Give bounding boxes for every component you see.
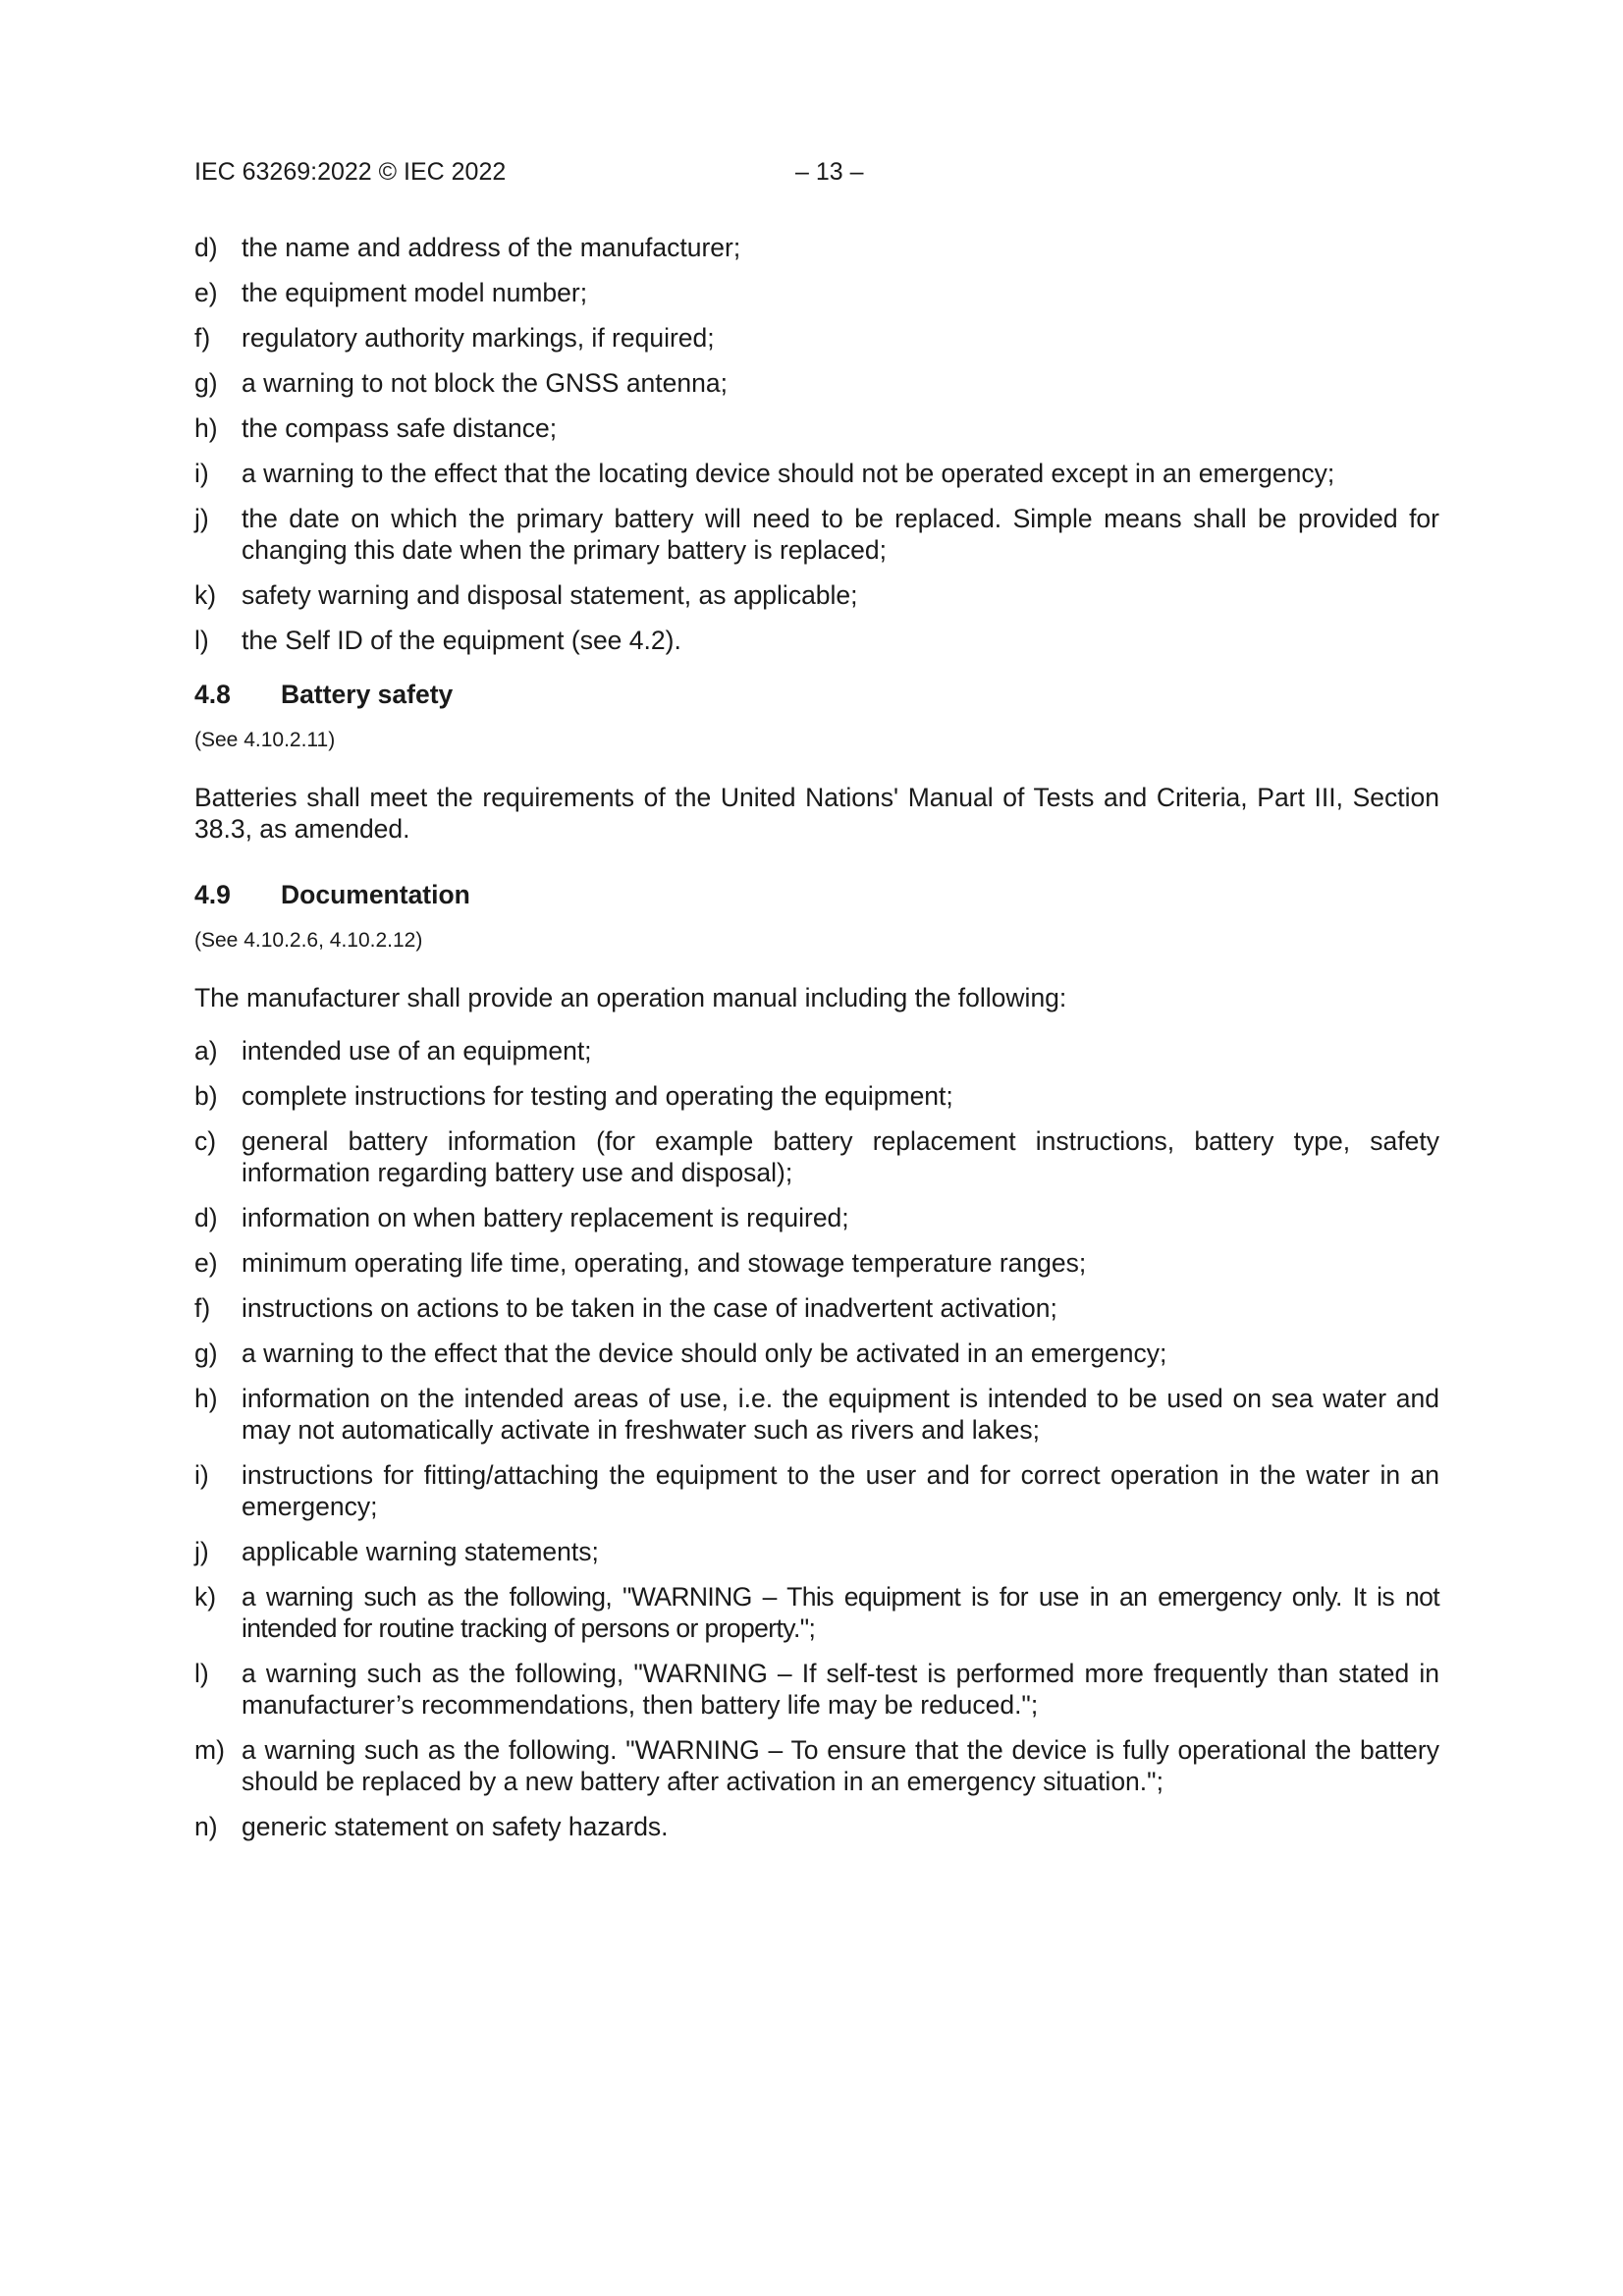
list-item-text: a warning such as the following, "WARNING – If self-test is performed more frequently than stated in manufacturer’s recommendations, then battery life may be reduced."; xyxy=(242,1659,1439,1720)
list-item-label: f) xyxy=(194,1293,211,1323)
list-item xyxy=(194,1035,1439,1066)
list-item xyxy=(194,232,1439,263)
see-reference: (See 4.10.2.11) xyxy=(194,729,336,751)
list-item-label: m) xyxy=(194,1735,225,1765)
list-item xyxy=(194,458,1439,489)
documentation-list xyxy=(194,1035,1439,1842)
list-item-label: c) xyxy=(194,1126,217,1156)
list-item-label: f) xyxy=(194,323,211,353)
list-item-text: a warning to not block the GNSS antenna; xyxy=(242,368,728,398)
list-item-text: the equipment model number; xyxy=(242,278,588,307)
section-number: 4.8 xyxy=(194,680,231,709)
section-heading-documentation xyxy=(194,878,1439,911)
list-item-label: a) xyxy=(194,1036,218,1066)
list-item-label: g) xyxy=(194,368,218,398)
section-heading-battery-safety xyxy=(194,678,1439,711)
list-item-label: d) xyxy=(194,1203,218,1232)
standard-designation: IEC 63269:2022 © IEC 2022 xyxy=(194,158,507,186)
section-intro: The manufacturer shall provide an operation manual including the following: xyxy=(194,983,1067,1012)
list-item xyxy=(194,322,1439,354)
list-item-label: i) xyxy=(194,459,209,488)
list-item xyxy=(194,1536,1439,1567)
list-item-label: j) xyxy=(194,1537,209,1566)
list-item xyxy=(194,1247,1439,1279)
list-item-text: regulatory authority markings, if required; xyxy=(242,323,715,353)
list-item-text: a warning to the effect that the device should only be activated in an emergency; xyxy=(242,1339,1167,1368)
section-title: Documentation xyxy=(281,880,470,909)
list-item xyxy=(194,1383,1439,1446)
list-item xyxy=(194,1811,1439,1842)
page-content xyxy=(194,232,1439,1856)
list-item xyxy=(194,1734,1439,1797)
list-item-label: b) xyxy=(194,1081,218,1111)
list-item xyxy=(194,1292,1439,1324)
list-item-label: h) xyxy=(194,1384,218,1413)
list-item-text: instructions for fitting/attaching the equipment to the user and for correct operation in the water in an emergency; xyxy=(242,1460,1439,1521)
list-item-label: j) xyxy=(194,504,209,533)
list-item xyxy=(194,503,1439,566)
list-item xyxy=(194,412,1439,444)
list-item-label: i) xyxy=(194,1460,209,1490)
list-item xyxy=(194,579,1439,611)
list-item-label: l) xyxy=(194,626,209,655)
list-item-text: instructions on actions to be taken in the case of inadvertent activation; xyxy=(242,1293,1057,1323)
list-item-label: l) xyxy=(194,1659,209,1688)
list-item-text: information on the intended areas of use, i.e. the equipment is intended to be used on sea water and may not automatically activate in freshwater such as rivers and lakes; xyxy=(242,1384,1439,1445)
list-item xyxy=(194,1125,1439,1188)
list-item-text: intended use of an equipment; xyxy=(242,1036,592,1066)
list-item xyxy=(194,1581,1439,1644)
list-item-text: the date on which the primary battery will need to be replaced. Simple means shall be provided for changing this date when the primary battery is replaced; xyxy=(242,504,1439,565)
section-number: 4.9 xyxy=(194,880,231,909)
page-number: – 13 – xyxy=(795,158,864,186)
list-item-text: information on when battery replacement is required; xyxy=(242,1203,849,1232)
list-item-text: the name and address of the manufacturer; xyxy=(242,233,741,262)
list-item-label: e) xyxy=(194,278,218,307)
list-item-text: applicable warning statements; xyxy=(242,1537,599,1566)
list-item xyxy=(194,1459,1439,1522)
list-item-text: a warning to the effect that the locating device should not be operated except in an emergency; xyxy=(242,459,1335,488)
section-body: Batteries shall meet the requirements of the United Nations' Manual of Tests and Criteria, Part III, Section 38.3, as amended. xyxy=(194,783,1439,844)
section-title: Battery safety xyxy=(281,680,454,709)
list-item-label: h) xyxy=(194,413,218,443)
list-item xyxy=(194,367,1439,399)
list-item xyxy=(194,1658,1439,1721)
list-item xyxy=(194,625,1439,656)
list-item xyxy=(194,1338,1439,1369)
list-item-label: k) xyxy=(194,1582,217,1612)
list-item-text: general battery information (for example battery replacement instructions, battery type, safety information regarding battery use and disposal); xyxy=(242,1126,1439,1187)
list-item-text: the Self ID of the equipment (see 4.2). xyxy=(242,626,681,655)
list-item-label: d) xyxy=(194,233,218,262)
list-item-text: complete instructions for testing and operating the equipment; xyxy=(242,1081,953,1111)
list-item-text: minimum operating life time, operating, and stowage temperature ranges; xyxy=(242,1248,1087,1278)
list-item xyxy=(194,1202,1439,1233)
list-item-text: generic statement on safety hazards. xyxy=(242,1812,669,1841)
list-item-text: safety warning and disposal statement, as applicable; xyxy=(242,580,858,610)
list-item-text: a warning such as the following. "WARNING – To ensure that the device is fully operational the battery should be replaced by a new battery after activation in an emergency situation."; xyxy=(242,1735,1439,1796)
list-item xyxy=(194,277,1439,308)
list-item xyxy=(194,1080,1439,1112)
list-item-label: k) xyxy=(194,580,217,610)
list-item-text: a warning such as the following, "WARNING – This equipment is for use in an emergency only. It is not intended for routine tracking of persons or property."; xyxy=(242,1582,1439,1643)
list-item-text: the compass safe distance; xyxy=(242,413,558,443)
see-reference: (See 4.10.2.6, 4.10.2.12) xyxy=(194,929,423,952)
list-item-label: e) xyxy=(194,1248,218,1278)
list-item-label: g) xyxy=(194,1339,218,1368)
marking-list-continued xyxy=(194,232,1439,656)
list-item-label: n) xyxy=(194,1812,218,1841)
